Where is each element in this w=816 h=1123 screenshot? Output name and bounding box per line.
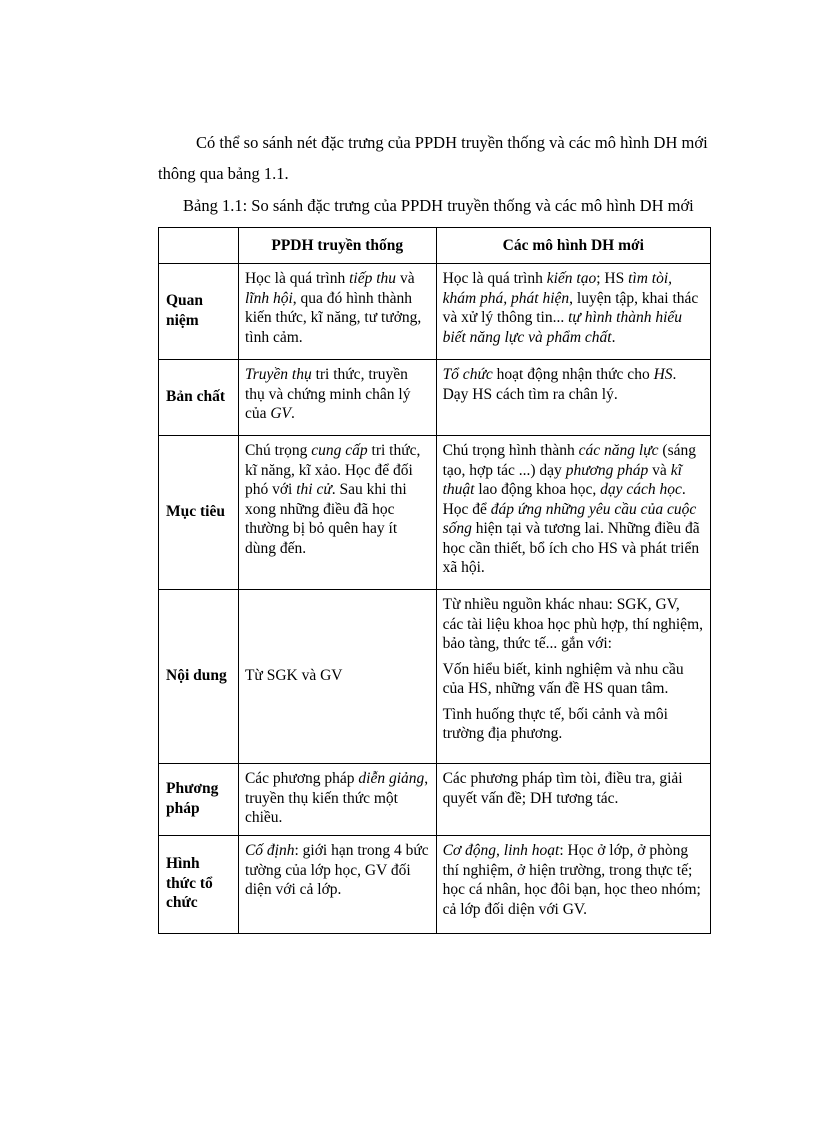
cell-text: và xyxy=(648,461,671,479)
modern-cell xyxy=(436,764,710,836)
cell-text: , luyện tập, khai thác và xử lý thông tin... xyxy=(442,289,699,326)
table-row xyxy=(159,764,711,836)
modern-cell xyxy=(436,436,710,590)
cell-text: . xyxy=(611,328,616,346)
cell-text: Từ SGK và GV xyxy=(244,666,343,684)
emphasis-text: tự hình thành hiểu biết năng lực và phẩm chất xyxy=(442,309,683,346)
table-row xyxy=(159,360,711,436)
traditional-cell xyxy=(238,360,436,436)
emphasis-text: cung cấp xyxy=(311,442,368,459)
cell-text: . Dạy HS cách tìm ra chân lý. xyxy=(442,366,677,403)
cell-text: Học là quá trình xyxy=(244,270,350,287)
cell-text: . Học để xyxy=(442,481,686,518)
header-traditional: PPDH truyền thống xyxy=(238,228,436,264)
row-label: Bản chất xyxy=(159,360,239,436)
traditional-cell xyxy=(238,764,436,836)
traditional-cell xyxy=(238,590,436,764)
modern-cell xyxy=(436,836,710,934)
cell-text: (sáng tạo, hợp tác ...) dạy xyxy=(442,442,696,479)
table-row xyxy=(159,264,711,360)
cell-text: tri thức, kĩ năng, kĩ xảo. Học để đối phó với xyxy=(244,442,421,498)
table-caption: Bảng 1.1: So sánh đặc trưng của PPDH truyền thống và các mô hình DH mới xyxy=(183,196,694,215)
modern-cell xyxy=(436,590,710,764)
modern-paragraph xyxy=(443,705,704,744)
emphasis-text: Cơ động, linh hoạt xyxy=(442,842,560,859)
cell-text: Chú trọng xyxy=(244,442,312,459)
emphasis-text: Cố định xyxy=(244,842,295,859)
cell-text: tri thức, truyền thụ và chứng minh chân lý của xyxy=(244,366,411,422)
modern-paragraph xyxy=(443,595,704,654)
traditional-cell xyxy=(238,264,436,360)
header-empty-cell xyxy=(159,228,239,264)
cell-text: , truyền thụ kiến thức một chiều. xyxy=(244,770,429,826)
cell-text: , qua đó hình thành kiến thức, kĩ năng, tư tưởng, tình cảm. xyxy=(244,289,422,346)
modern-paragraph xyxy=(443,769,704,808)
cell-text: Các phương pháp tìm tòi, điều tra, giải quyết vấn đề; DH tương tác. xyxy=(442,770,683,807)
comparison-table xyxy=(158,227,711,934)
traditional-cell xyxy=(238,836,436,934)
emphasis-text: diễn giảng xyxy=(358,770,425,787)
modern-cell xyxy=(436,264,710,360)
comparison-table-body xyxy=(159,264,711,934)
row-label: Mục tiêu xyxy=(159,436,239,590)
cell-text: . Sau khi thi xong những điều đã học thường bị bỏ quên hay ít dùng đến. xyxy=(244,481,407,557)
header-modern: Các mô hình DH mới xyxy=(436,228,710,264)
table-header-row xyxy=(159,228,711,264)
emphasis-text: dạy cách học xyxy=(600,481,682,498)
cell-text: Tình huống thực tế, bối cảnh và môi trường địa phương. xyxy=(442,705,668,742)
emphasis-text: tìm tòi, khám phá, phát hiện xyxy=(442,270,673,307)
cell-text: Vốn hiểu biết, kinh nghiệm và nhu cầu của HS, những vấn đề HS quan tâm. xyxy=(442,660,684,697)
emphasis-text: đáp ứng những yêu cầu của cuộc sống xyxy=(442,500,697,537)
emphasis-text: Truyền thụ xyxy=(244,366,312,383)
cell-text: : Học ở lớp, ở phòng thí nghiệm, ở hiện trường, trong thực tế; học cá nhân, học đôi bạn, học theo nhóm; cả lớp đối diện với GV. xyxy=(442,842,701,918)
table-row xyxy=(159,590,711,764)
row-label: Phương pháp xyxy=(159,764,239,836)
cell-text: : giới hạn trong 4 bức tường của lớp học, GV đối diện với cả lớp. xyxy=(244,842,429,898)
emphasis-text: các năng lực xyxy=(578,442,659,459)
cell-text: lao động khoa học, xyxy=(474,481,601,498)
intro-paragraph xyxy=(158,127,718,189)
emphasis-text: Tổ chức xyxy=(442,366,493,383)
emphasis-text: kĩ thuật xyxy=(442,461,682,498)
intro-line-1: Có thể so sánh nét đặc trưng của PPDH truyền thống và các mô hình DH mới xyxy=(196,133,708,152)
emphasis-text: lĩnh hội xyxy=(244,289,293,307)
row-label: Nội dung xyxy=(159,590,239,764)
modern-paragraph xyxy=(443,365,704,404)
modern-cell xyxy=(436,360,710,436)
cell-text: Từ nhiều nguồn khác nhau: SGK, GV, các tài liệu khoa học phù hợp, thí nghiệm, bảo tàng, thức tế... gắn với: xyxy=(442,596,703,652)
emphasis-text: GV xyxy=(270,405,292,422)
table-row xyxy=(159,436,711,590)
cell-text: Các phương pháp xyxy=(244,770,359,787)
cell-text: Học là quá trình xyxy=(442,270,547,287)
table-row xyxy=(159,836,711,934)
cell-text: ; HS xyxy=(596,270,629,287)
row-label: Hình thức tổ chức xyxy=(159,836,239,934)
cell-text: và xyxy=(396,270,415,287)
emphasis-text: kiến tạo xyxy=(546,270,597,287)
traditional-cell xyxy=(238,436,436,590)
modern-paragraph xyxy=(443,269,704,347)
modern-paragraph xyxy=(443,441,704,578)
cell-text: Chú trọng hình thành xyxy=(442,442,579,459)
modern-paragraph xyxy=(443,660,704,699)
emphasis-text: tiếp thu xyxy=(349,270,397,287)
cell-text: hiện tại và tương lai. Những điều đã học cần thiết, bổ ích cho HS và phát triển xã hội. xyxy=(442,520,700,576)
modern-paragraph xyxy=(443,841,704,919)
cell-text: . xyxy=(291,405,295,422)
emphasis-text: thi cử xyxy=(296,481,332,498)
row-label: Quan niệm xyxy=(159,264,239,360)
emphasis-text: HS xyxy=(653,366,673,383)
emphasis-text: phương pháp xyxy=(565,461,649,479)
cell-text: hoạt động nhận thức cho xyxy=(492,366,654,383)
intro-line-2: thông qua bảng 1.1. xyxy=(158,164,289,183)
